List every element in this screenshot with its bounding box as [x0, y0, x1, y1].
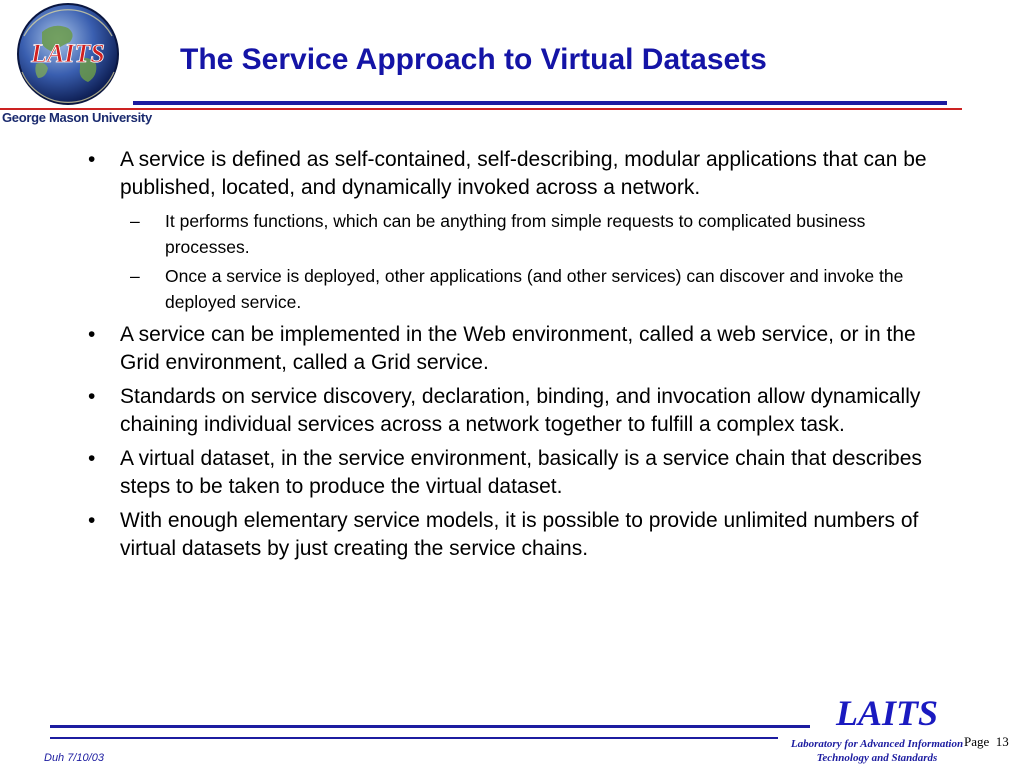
bullet-item — [82, 445, 942, 501]
sub-bullet-item — [82, 263, 942, 315]
sub-bullet-text: Once a service is deployed, other applications (and other services) can discover and invoke the deployed service. — [165, 266, 904, 312]
slide-title: The Service Approach to Virtual Datasets — [180, 43, 767, 76]
sub-bullet-item — [82, 208, 942, 260]
header-rule-blue — [133, 101, 947, 105]
bullet-mark: • — [88, 447, 96, 470]
footer-lab-name — [782, 737, 972, 765]
bullet-item — [82, 321, 942, 377]
slide-content — [82, 146, 942, 569]
page-number-value: 13 — [995, 734, 1009, 749]
footer-rule-upper — [50, 725, 810, 728]
footer-rule-lower — [50, 737, 778, 739]
sub-bullet-text: It performs functions, which can be anything from simple requests to complicated business processes. — [165, 211, 866, 257]
bullet-mark: • — [88, 385, 96, 408]
globe-logo-icon — [2, 2, 132, 110]
footer-brand: LAITS — [836, 693, 939, 733]
lab-name-line1: Laboratory for Advanced Information — [790, 738, 964, 750]
institution-name: George Mason University — [2, 110, 152, 125]
header-rule-red — [0, 108, 962, 110]
bullet-mark: • — [88, 509, 96, 532]
bullet-text: A service is defined as self-contained, self-describing, modular applications that can be published, located, and dynamically invoked across a network. — [120, 148, 927, 199]
lab-name-line2: Technology and Standards — [816, 752, 938, 764]
bullet-item — [82, 383, 942, 439]
bullet-text: Standards on service discovery, declaration, binding, and invocation allow dynamically chaining individual services across a network together to fulfill a complex task. — [120, 385, 921, 436]
bullet-text: A virtual dataset, in the service environment, basically is a service chain that describes steps to be taken to produce the virtual dataset. — [120, 447, 922, 498]
bullet-text: With enough elementary service models, it is possible to provide unlimited numbers of virtual datasets by just creating the service chains. — [120, 509, 919, 560]
sub-bullet-mark: – — [130, 211, 140, 231]
bullet-text: A service can be implemented in the Web environment, called a web service, or in the Grid environment, called a Grid service. — [120, 323, 916, 374]
bullet-mark: • — [88, 323, 96, 346]
sub-bullet-mark: – — [130, 266, 140, 286]
page-label: Page — [964, 734, 990, 749]
page-number — [964, 734, 1009, 750]
bullet-item — [82, 507, 942, 563]
laits-logo — [2, 2, 152, 130]
bullet-item — [82, 146, 942, 202]
bullet-mark: • — [88, 148, 96, 171]
logo-wordmark: LAITS — [31, 39, 105, 68]
footer-date: Duh 7/10/03 — [44, 752, 104, 764]
